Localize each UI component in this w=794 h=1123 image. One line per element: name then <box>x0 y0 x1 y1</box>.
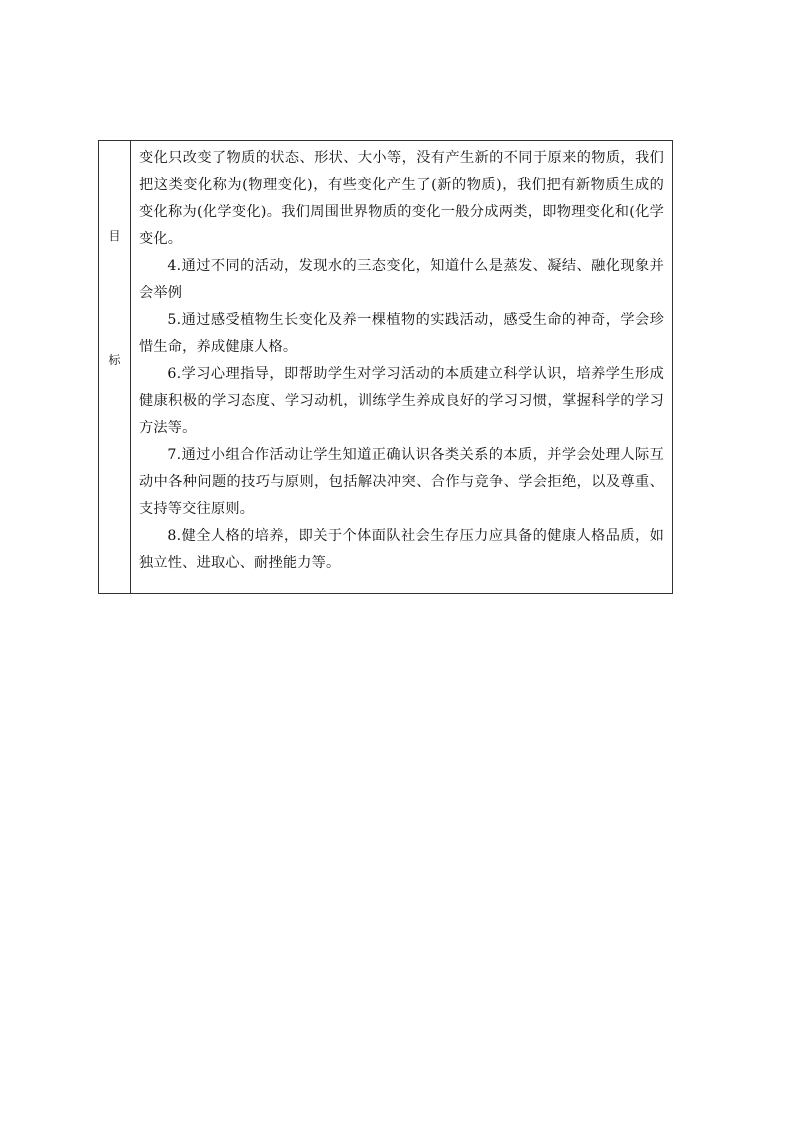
paragraph-item-7: 7.通过小组合作活动让学生知道正确认识各类关系的本质，并学会处理人际互动中各种问题的技巧与原则，包括解决冲突、合作与竞争、学会拒绝，以及尊重、支持等交往原则。 <box>139 447 664 517</box>
paragraph-continuation: 变化只改变了物质的状态、形状、大小等，没有产生新的不同于原来的物质，我们把这类变化称为(物理变化)，有些变化产生了(新的物质)，我们把有新物质生成的变化称为(化学变化)。我们周围世界物质的变化一般分成两类，即物理变化和(化学变化。 <box>139 150 664 247</box>
content-column <box>131 141 672 593</box>
paragraph-item-4: 4.通过不同的活动，发现水的三态变化，知道什么是蒸发、凝结、融化现象并会举例 <box>139 258 664 301</box>
paragraph-item-6: 6.学习心理指导，即帮助学生对学习活动的本质建立科学认识，培养学生形成健康积极的学习态度、学习动机，训练学生养成良好的学习习惯，掌握科学的学习方法等。 <box>139 366 664 436</box>
objectives-table <box>98 140 673 594</box>
paragraph-item-5: 5.通过感受植物生长变化及养一棵植物的实践活动，感受生命的神奇，学会珍惜生命，养成健康人格。 <box>139 312 664 355</box>
label-column <box>99 141 131 593</box>
label-mu: 目 <box>108 229 121 243</box>
paragraph-item-8: 8.健全人格的培养，即关于个体面队社会生存压力应具备的健康人格品质，如独立性、进取心、耐挫能力等。 <box>139 528 664 571</box>
label-biao: 标 <box>108 353 121 367</box>
